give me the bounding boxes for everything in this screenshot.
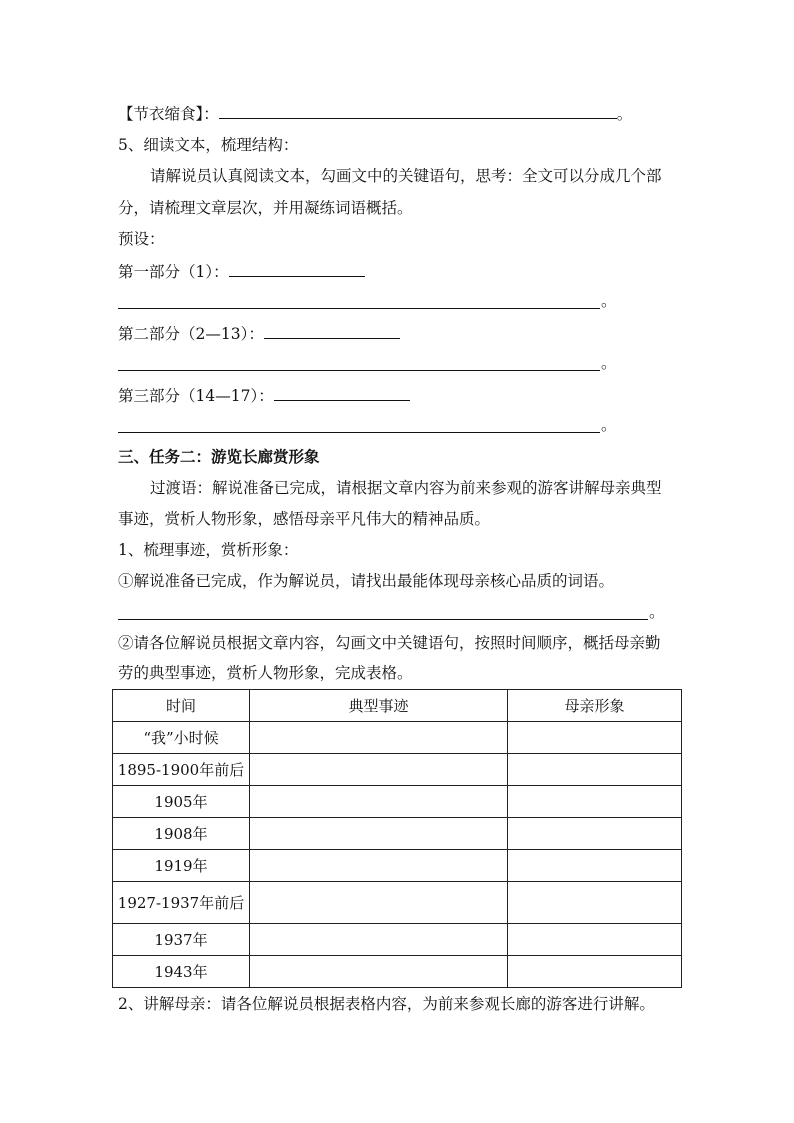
image-cell[interactable] — [508, 882, 682, 924]
table-row — [113, 722, 682, 754]
table-row — [113, 818, 682, 850]
time-cell: 1927-1937年前后 — [113, 882, 250, 924]
image-cell[interactable] — [508, 754, 682, 786]
item1-heading: 1、梳理事迹，赏析形象： — [118, 541, 299, 559]
frugality-answer-blank[interactable] — [219, 101, 617, 119]
item1b-line1: ②请各位解说员根据文章内容，勾画文中关键语句，按照时间顺序，概括母亲勤 — [118, 634, 661, 652]
part2-line — [118, 321, 400, 343]
table-row — [113, 956, 682, 988]
part1-summary-blank[interactable] — [118, 308, 600, 309]
part3-period: 。 — [601, 416, 617, 434]
event-cell[interactable] — [250, 924, 508, 956]
event-cell[interactable] — [250, 754, 508, 786]
time-cell: 1895-1900年前后 — [113, 754, 250, 786]
image-cell[interactable] — [508, 956, 682, 988]
item1a-answer-row — [118, 601, 663, 623]
header-event: 典型事迹 — [250, 690, 508, 722]
part1-title-blank[interactable] — [229, 259, 365, 277]
image-cell[interactable] — [508, 924, 682, 956]
part3-summary-row — [118, 414, 618, 436]
image-cell[interactable] — [508, 786, 682, 818]
part1-summary-row — [118, 290, 618, 312]
table-row — [113, 786, 682, 818]
part2-label: 第二部分（2—13）： — [118, 325, 264, 343]
event-cell[interactable] — [250, 850, 508, 882]
table-header-row — [113, 690, 682, 722]
part2-summary-row — [118, 352, 618, 374]
item1a-answer-blank[interactable] — [118, 619, 648, 620]
table-row — [113, 754, 682, 786]
part3-label: 第三部分（14—17）： — [118, 387, 274, 405]
part3-title-blank[interactable] — [274, 383, 410, 401]
item2-instruction: 2、讲解母亲：请各位解说员根据表格内容，为前来参观长廊的游客进行讲解。 — [118, 995, 655, 1013]
event-cell[interactable] — [250, 956, 508, 988]
table-row — [113, 924, 682, 956]
part3-summary-blank[interactable] — [118, 432, 600, 433]
section3-title: 三、任务二：游览长廊赏形象 — [118, 447, 320, 466]
table-row — [113, 850, 682, 882]
time-cell: 1905年 — [113, 786, 250, 818]
event-cell[interactable] — [250, 818, 508, 850]
step5-heading: 5、细读文本，梳理结构： — [118, 136, 299, 154]
part2-period: 。 — [601, 354, 617, 372]
header-image: 母亲形象 — [508, 690, 682, 722]
part1-line — [118, 259, 365, 281]
transition-line2: 事迹，赏析人物形象，感悟母亲平凡伟大的精神品质。 — [118, 510, 491, 528]
item1a-question: ①解说准备已完成，作为解说员，请找出最能体现母亲核心品质的词语。 — [118, 572, 615, 590]
frugality-label: 【节衣缩食】： — [118, 105, 219, 123]
image-cell[interactable] — [508, 722, 682, 754]
image-cell[interactable] — [508, 818, 682, 850]
mother-events-table — [112, 689, 682, 988]
preset-label: 预设： — [118, 230, 165, 248]
step5-instruction-line2: 分，请梳理文章层次，并用凝练词语概括。 — [118, 199, 413, 217]
time-cell: 1919年 — [113, 850, 250, 882]
image-cell[interactable] — [508, 850, 682, 882]
time-cell: “我”小时候 — [113, 722, 250, 754]
item1b-line2: 劳的典型事迹，赏析人物形象，完成表格。 — [118, 664, 413, 682]
step5-instruction-line1: 请解说员认真阅读文本，勾画文中的关键语句，思考：全文可以分成几个部 — [150, 167, 662, 185]
event-cell[interactable] — [250, 722, 508, 754]
frugality-period: 。 — [616, 105, 633, 123]
time-cell: 1943年 — [113, 956, 250, 988]
frugality-line — [118, 101, 632, 123]
item1a-period: 。 — [649, 603, 665, 621]
part3-line — [118, 383, 410, 405]
time-cell: 1908年 — [113, 818, 250, 850]
event-cell[interactable] — [250, 786, 508, 818]
table-row — [113, 882, 682, 924]
part2-title-blank[interactable] — [264, 321, 400, 339]
transition-line1: 过渡语：解说准备已完成，请根据文章内容为前来参观的游客讲解母亲典型 — [150, 479, 662, 497]
time-cell: 1937年 — [113, 924, 250, 956]
part2-summary-blank[interactable] — [118, 370, 600, 371]
header-time: 时间 — [113, 690, 250, 722]
event-cell[interactable] — [250, 882, 508, 924]
part1-period: 。 — [601, 292, 617, 310]
part1-label: 第一部分（1）： — [118, 263, 229, 281]
